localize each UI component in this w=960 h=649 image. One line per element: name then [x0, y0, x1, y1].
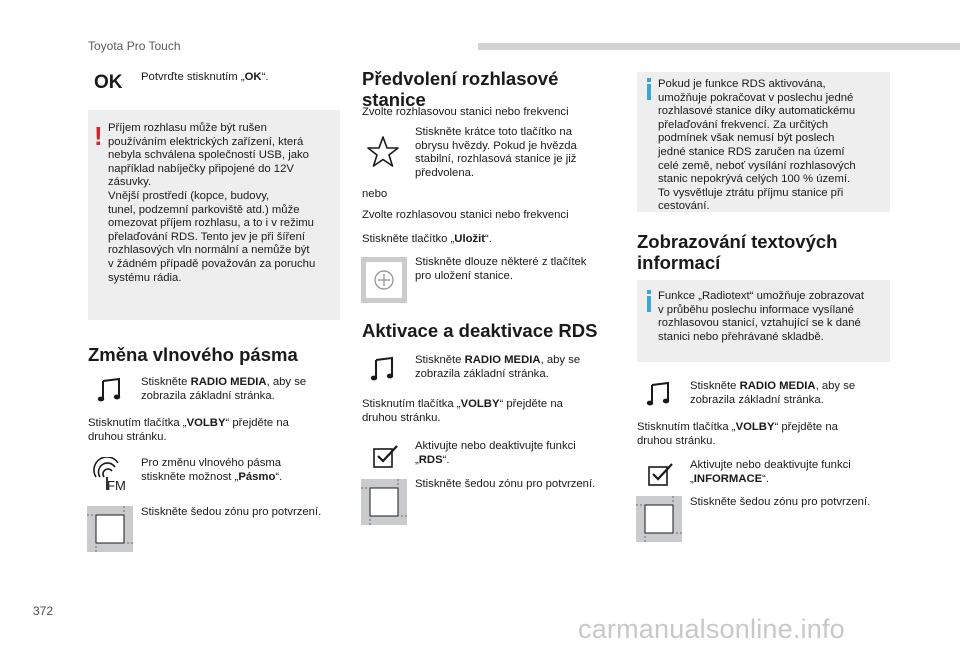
checkbox-icon	[648, 462, 674, 486]
music-note-icon	[97, 377, 123, 403]
grey-zone-icon	[361, 479, 407, 525]
section-title-text-info: Zobrazování textových informací	[637, 231, 838, 273]
info-text-radiotext: Funkce „Radiotext“ umožňuje zobrazovat v průběhu poslechu informace vysílané rozhlasovou stanicí, vztahující se k dané stanici nebo přehrávané skladbě.	[658, 290, 864, 343]
music-note-icon	[370, 356, 396, 382]
section-title-preset: Předvolení rozhlasové stanice	[362, 68, 559, 110]
preset-p2: Zvolte rozhlasovou stanici nebo frekvenci	[362, 209, 569, 221]
grey-zone-icon	[87, 506, 133, 552]
band-step1: Stiskněte RADIO MEDIA, aby se zobrazila základní stránka.	[141, 376, 307, 402]
music-note-icon	[646, 381, 672, 407]
text-step2: Stisknutím tlačítka „VOLBY“ přejděte na druhou stránku.	[637, 421, 838, 447]
info-icon	[647, 290, 651, 294]
ok-instruction: Potvrďte stisknutím „OK“.	[141, 71, 269, 83]
section-title-rds: Aktivace a deaktivace RDS	[362, 320, 598, 341]
rds-step2: Stisknutím tlačítka „VOLBY“ přejděte na druhou stránku.	[362, 398, 563, 424]
nebo: nebo	[362, 188, 388, 200]
preset-p3: Stiskněte tlačítko „Uložit“.	[362, 233, 492, 245]
warning-icon: !	[94, 121, 103, 151]
checkbox-icon	[373, 444, 399, 468]
info-box-radiotext	[637, 280, 890, 362]
preset-p1: Zvolte rozhlasovou stanici nebo frekvenci	[362, 106, 569, 118]
rds-step1: Stiskněte RADIO MEDIA, aby se zobrazila základní stránka.	[415, 354, 581, 380]
watermark: carmanualsonline.info	[578, 614, 845, 644]
info-box-rds	[637, 72, 890, 212]
text-step4: Stiskněte šedou zónu pro potvrzení.	[690, 496, 871, 508]
warning-box	[88, 110, 340, 320]
header-title: Toyota Pro Touch	[88, 39, 181, 53]
radio-fm-icon	[91, 457, 127, 493]
star-icon	[366, 135, 400, 169]
info-icon	[647, 78, 651, 82]
info-text-rds: Pokud je funkce RDS aktivována, umožňuje pokračovat v poslechu jedné rozhlasové stanice díky automatickému přelaďování frekvencí. Za určitých podmínek však nemusí být poslech jedné stanice RDS zaručen na území celé země, neboť vysílání rozhlasových stanic nepokrývá celých 100 % území. To vysvětluje ztrátu příjmu stanice při cestování.	[658, 78, 856, 213]
add-preset-icon	[361, 257, 407, 303]
band-step3: Pro změnu vlnového pásma stiskněte možnost „Pásmo“.	[141, 457, 283, 483]
ok-label: OK	[94, 72, 123, 93]
band-step2: Stisknutím tlačítka „VOLBY“ přejděte na druhou stránku.	[88, 417, 289, 443]
band-step4: Stiskněte šedou zónu pro potvrzení.	[141, 506, 322, 518]
section-title-band: Změna vlnového pásma	[88, 344, 298, 365]
rds-step4: Stiskněte šedou zónu pro potvrzení.	[415, 478, 596, 490]
svg-text:FM: FM	[107, 478, 126, 493]
header-bar	[478, 43, 960, 50]
star-instruction: Stiskněte krátce toto tlačítko na obrysu hvězdy. Pokud je hvězda stabilní, rozhlasová stanice je již předvolena.	[415, 126, 577, 179]
grey-zone-icon	[636, 496, 682, 542]
page-number: 372	[33, 604, 54, 618]
warning-text: Příjem rozhlasu může být rušen používáním elektrických zařízení, která nebyla schválena společností USB, jako například nabíječky připojené do 12V zásuvky. Vnější prostředí (kopce, budovy, tunel, podzemní parkoviště atd.) může omezovat příjem rozhlasu, a to i v režimu přelaďování RDS. Tento jev je při šíření rozhlasových vln normální a nemůže být v žádném případě považován za poruchu systému rádia.	[108, 122, 316, 284]
plus-instruction: Stiskněte dlouze některé z tlačítek pro uložení stanice.	[415, 256, 587, 282]
rds-step3: Aktivujte nebo deaktivujte funkci „RDS“.	[415, 440, 576, 466]
text-step1: Stiskněte RADIO MEDIA, aby se zobrazila základní stránka.	[690, 380, 856, 406]
text-step3: Aktivujte nebo deaktivujte funkci „INFORMACE“.	[690, 459, 851, 485]
